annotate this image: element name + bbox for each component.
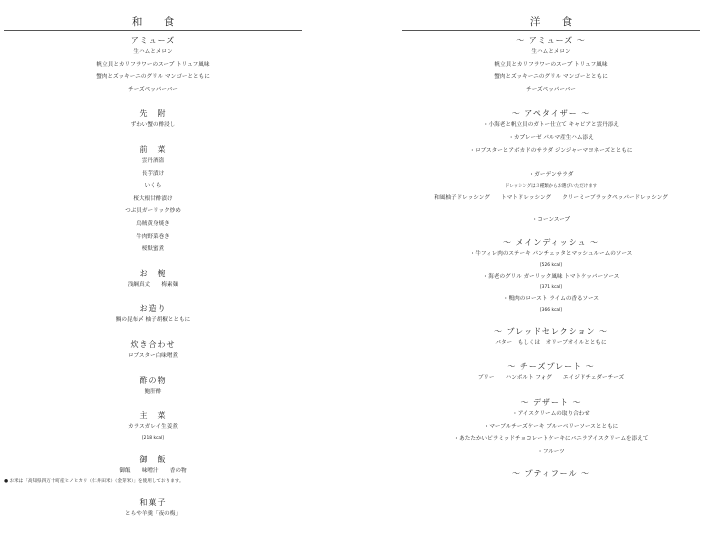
spacer: [4, 398, 302, 410]
spacer: [4, 327, 302, 339]
cheese-heading: ～ チーズプレート ～: [507, 362, 595, 372]
spacer: [4, 291, 302, 303]
shusai-heading: 主 菜: [139, 411, 167, 421]
main-dish-heading: ～ メインディッシュ ～: [502, 237, 600, 247]
menu-item: ・ロブスターとアボカドのサラダ ジンジャーマヨネーズとともに: [469, 147, 633, 154]
japanese-menu-title: 和 食: [4, 0, 302, 31]
dressing-subnote: ドレッシングは３種類からお選びいただけます: [505, 183, 597, 189]
menu-item: ロブスター白味噌煮: [127, 352, 179, 359]
zensai-heading: 前 菜: [139, 144, 167, 154]
calorie-label: [526 kcal]: [539, 262, 563, 268]
menu-item: カラスガレイ生姜煮: [128, 424, 178, 431]
menu-item: ・あたたかいピラミッドチョコレートケーキにバニラアイスクリームを添えて: [453, 436, 649, 443]
otsukuri-heading: お造り: [139, 304, 167, 314]
menu-item: 牛肉野菜巻き: [136, 233, 170, 240]
sunomono-heading: 酢の物: [139, 375, 167, 385]
menu-item: 桜麩蜜煮: [141, 246, 165, 253]
menu-item: ・小海老と帆立貝のガトー仕立て キャビアと雲丹添え: [482, 122, 620, 129]
owan-heading: お 椀: [139, 268, 167, 278]
menu-item: 長芋漬け: [141, 170, 165, 177]
japanese-amuse-heading: アミューズ: [130, 36, 176, 45]
rice-note: ● お米は「高知県四万十町産ヒノヒカリ（仁井田米）（金芽米）」を使用しております。: [4, 479, 184, 485]
dressing-options: 和風柚子ドレッシング トマトドレッシング クリーミーブラックペッパードレッシング: [434, 194, 668, 201]
western-menu-column: [402, 0, 700, 479]
bread-heading: ～ ブレッドセレクション ～: [493, 326, 609, 336]
takiawase-heading: 炊き合わせ: [130, 339, 176, 349]
calorie-label: [366 kcal]: [539, 307, 563, 313]
wagashi-heading: 和菓子: [139, 498, 167, 508]
menu-item: バター もしくは オリーブオイルとともに: [495, 339, 607, 346]
menu-item: 烏賊黄身焼き: [136, 220, 170, 227]
menu-item: 生ハムとメロン: [531, 49, 571, 55]
spacer: [402, 316, 700, 326]
spacer: [402, 157, 700, 169]
spacer: [4, 96, 302, 108]
menu-item: ・マーブルチーズケーキ ブルーベリーソースとともに: [483, 423, 619, 430]
menu-item: 雲丹酒盗: [141, 157, 165, 164]
spacer: [4, 363, 302, 375]
gohan-heading: 御 飯: [139, 454, 167, 464]
menu-item: ・カプレーゼ パルマ産生ハム添え: [508, 134, 594, 141]
spacer: [402, 385, 700, 397]
menu-item: チーズペッパーバー: [526, 86, 576, 93]
menu-item: チーズペッパーバー: [128, 86, 178, 93]
menu-item: ・牛フィレ肉のステーキ パンチェッタとマッシュルームのソース: [469, 250, 633, 257]
spacer: [402, 458, 700, 468]
menu-item: 帆立貝とカリフラワーのスープ トリュフ風味: [494, 61, 608, 68]
spacer: [402, 204, 700, 214]
menu-item: ・コーンスープ: [531, 217, 571, 224]
menu-item: ブリー ハンボルト フォグ エイジドチェダーチーズ: [477, 375, 625, 382]
menu-item: 蟹肉とズッキーニのグリル マンゴーとともに: [96, 74, 210, 81]
spacer: [4, 256, 302, 268]
western-amuse-heading: ～ アミューズ ～: [516, 36, 586, 45]
petit-four-heading: ～ プティフール ～: [511, 469, 591, 479]
appetizer-heading: ～ アペタイザー ～: [511, 109, 591, 119]
menu-item: いくら: [144, 183, 162, 190]
menu-item: ・フルーツ: [537, 448, 565, 455]
sakizuke-heading: 先 附: [139, 109, 167, 119]
menu-item: ずわい蟹の酢浸し: [130, 122, 176, 129]
menu-item: とらや羊羹「夜の梅」: [125, 511, 181, 518]
menu-item: 桜大根甘酢漬け: [133, 195, 173, 202]
menu-item: 帆立貝とカリフラワーのスープ トリュフ風味: [96, 61, 210, 68]
menu-item: ・アイスクリームの取り合わせ: [512, 410, 590, 417]
calorie-label: [371 kcal]: [539, 285, 563, 291]
spacer: [4, 132, 302, 144]
spacer: [402, 349, 700, 361]
spacer: [4, 444, 302, 454]
menu-item: 御飯 味噌汁 香の物: [119, 467, 187, 474]
menu-item: 生ハムとメロン: [133, 49, 173, 55]
menu-item: つぶ貝ガーリック炒め: [125, 208, 181, 215]
calorie-label: [218 kcal]: [141, 435, 165, 441]
spacer: [4, 487, 302, 497]
japanese-menu-column: [4, 0, 302, 521]
menu-item: 鯛の昆布〆 柚子胡椒とともに: [115, 317, 191, 324]
dessert-heading: ～ デザート ～: [520, 397, 582, 407]
menu-item: 蟹肉とズッキーニのグリル マンゴーとともに: [494, 74, 608, 81]
menu-item: ・ガーデンサラダ: [528, 172, 574, 179]
western-menu-title: 洋 食: [402, 0, 700, 31]
spacer: [402, 227, 700, 237]
menu-item: 鮑肝酢: [144, 388, 162, 395]
menu-item: ・鴨肉のロースト ライムの香るソース: [502, 296, 600, 303]
menu-item: ・海老のグリル ガーリック風味 トマトケッパーソース: [482, 273, 620, 280]
spacer: [402, 96, 700, 108]
menu-item: 浅綱真丈 梅素麺: [127, 281, 179, 288]
